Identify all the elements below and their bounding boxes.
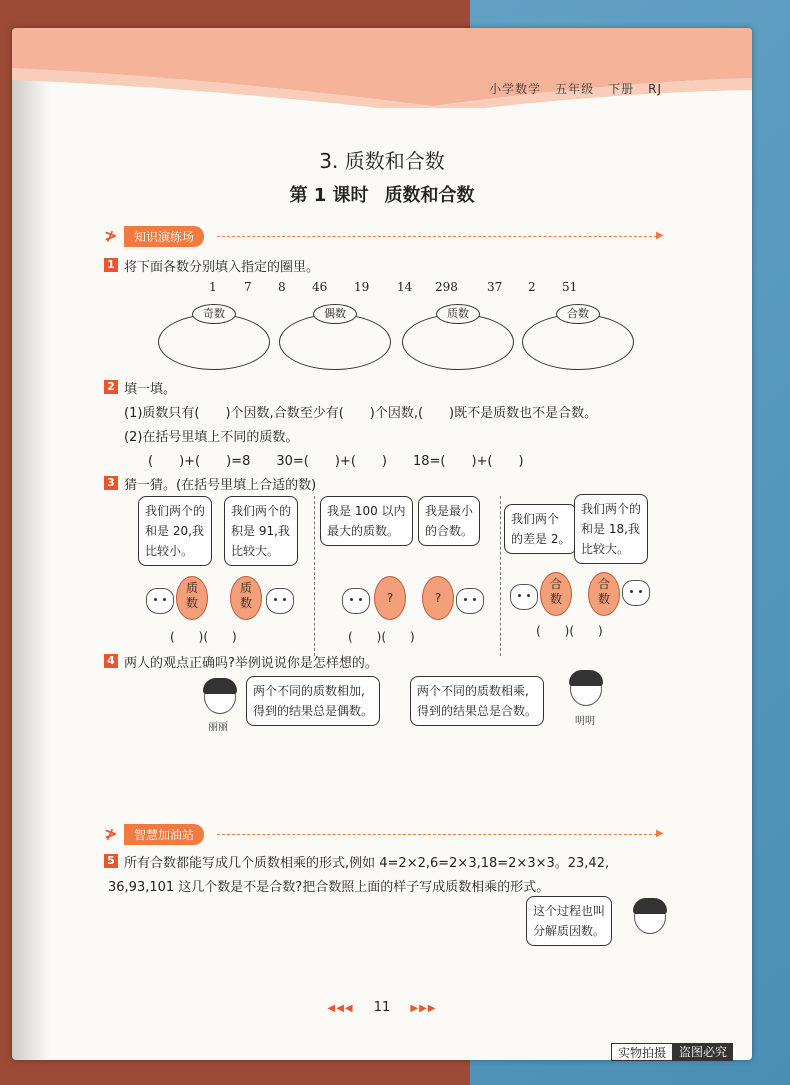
chapter-title: 3. 质数和合数	[319, 149, 445, 173]
boy-avatar	[634, 900, 666, 934]
q2-line-1[interactable]: (1)质数只有( )个因数,合数至少有( )个因数,( )既不是质数也不是合数。	[124, 406, 598, 421]
q1-number: 2	[528, 280, 536, 294]
lili-speech-bubble: 两个不同的质数相加, 得到的结果总是偶数。	[246, 676, 380, 726]
composite-circle-label: 合数	[556, 304, 600, 324]
girl-name: 丽丽	[208, 722, 228, 733]
watermark-right: 盗图必究	[673, 1043, 733, 1061]
answer-blanks[interactable]: ( )( )	[348, 630, 415, 644]
header-info	[475, 80, 662, 97]
watermark	[611, 1043, 733, 1061]
cat-face-icon	[146, 588, 174, 614]
question-number-4: 4	[104, 654, 118, 668]
arrows-right-icon: ▶▶▶	[410, 1003, 437, 1014]
number-egg: 合数	[540, 572, 572, 616]
number-egg: 质数	[176, 576, 208, 620]
cat-face-icon	[456, 588, 484, 614]
q1-number: 1	[209, 280, 217, 294]
answer-blanks[interactable]: ( )( )	[536, 624, 603, 638]
lesson-title	[12, 181, 752, 207]
prime-circle-label: 质数	[436, 304, 480, 324]
section-practice-label: 知识演练场	[124, 226, 204, 247]
q1-number: 19	[354, 280, 370, 294]
q1-number: 8	[278, 280, 286, 294]
section-boost	[104, 824, 204, 844]
arrows-left-icon: ◀◀◀	[327, 1003, 354, 1014]
q5-line-2: 36,93,101 这几个数是不是合数?把合数照上面的样子写成质数相乘的形式。	[108, 880, 550, 895]
running-figure-icon: ≯	[104, 226, 118, 245]
speech-bubble: 我们两个的 积是 91,我 比较大。	[224, 496, 298, 566]
q1-number: 7	[244, 280, 252, 294]
question-number-5: 5	[104, 854, 118, 868]
arrow-right-icon: ▶	[656, 828, 664, 839]
odd-circle-label: 奇数	[192, 304, 236, 324]
workbook-page	[12, 28, 752, 1060]
speech-bubble: 我们两个 的差是 2。	[504, 504, 577, 554]
cat-face-icon	[622, 580, 650, 606]
group-divider	[500, 496, 501, 656]
speech-bubble: 我们两个的 和是 20,我 比较小。	[138, 496, 212, 566]
bear-face-icon	[266, 588, 294, 614]
answer-blanks[interactable]: ( )( )	[170, 630, 237, 644]
header-edition: RJ	[648, 82, 662, 96]
section-boost-label: 智慧加油站	[124, 824, 204, 845]
page-number: 11	[373, 1000, 391, 1015]
q1-number: 37	[487, 280, 503, 294]
header-subject: 小学数学	[489, 82, 542, 96]
arrow-right-icon: ▶	[656, 230, 664, 241]
q1-prompt: 将下面各数分别填入指定的圈里。	[124, 260, 320, 275]
number-egg: ?	[422, 576, 454, 620]
tip-speech-bubble: 这个过程也叫 分解质因数。	[526, 896, 612, 946]
q1-number: 298	[435, 280, 458, 294]
page-footer	[12, 1000, 752, 1015]
girl-lili-avatar	[204, 680, 236, 714]
number-egg: ?	[374, 576, 406, 620]
running-figure-icon: ≯	[104, 824, 118, 843]
header-volume: 下册	[608, 82, 635, 96]
number-egg: 质数	[230, 576, 262, 620]
mingming-speech-bubble: 两个不同的质数相乘, 得到的结果总是合数。	[410, 676, 544, 726]
header-grade: 五年级	[555, 82, 595, 96]
speech-bubble: 我是最小 的合数。	[418, 496, 480, 546]
q1-number: 46	[312, 280, 328, 294]
section-practice	[104, 226, 204, 246]
boy-mingming-avatar	[570, 672, 602, 706]
watermark-left: 实物拍摄	[611, 1043, 673, 1061]
q2-line-2: (2)在括号里填上不同的质数。	[124, 430, 299, 445]
number-egg: 合数	[588, 572, 620, 616]
speech-bubble: 我们两个的 和是 18,我 比较大。	[574, 494, 648, 564]
question-number-1: 1	[104, 258, 118, 272]
q2-line-3[interactable]: ( )+( )=8 30=( )+( ) 18=( )+( )	[148, 454, 524, 469]
q1-number: 51	[562, 280, 578, 294]
q2-prompt: 填一填。	[124, 382, 177, 397]
monkey-face-icon	[510, 584, 538, 610]
q3-prompt: 猜一猜。(在括号里填上合适的数)	[124, 478, 317, 493]
boy-name: 明明	[575, 716, 595, 727]
dog-face-icon	[342, 588, 370, 614]
lesson-number: 第 1 课时	[289, 185, 369, 206]
question-number-3: 3	[104, 476, 118, 490]
speech-bubble: 我是 100 以内 最大的质数。	[320, 496, 413, 546]
question-number-2: 2	[104, 380, 118, 394]
lesson-name: 质数和合数	[384, 185, 475, 206]
even-circle-label: 偶数	[313, 304, 357, 324]
section-divider	[217, 834, 657, 835]
q4-prompt: 两人的观点正确吗?举例说说你是怎样想的。	[124, 656, 378, 671]
group-divider	[314, 496, 315, 656]
section-divider	[217, 236, 657, 237]
q1-number: 14	[397, 280, 413, 294]
q5-line-1: 所有合数都能写成几个质数相乘的形式,例如 4=2×2,6=2×3,18=2×3×3。23,42,	[124, 856, 610, 871]
